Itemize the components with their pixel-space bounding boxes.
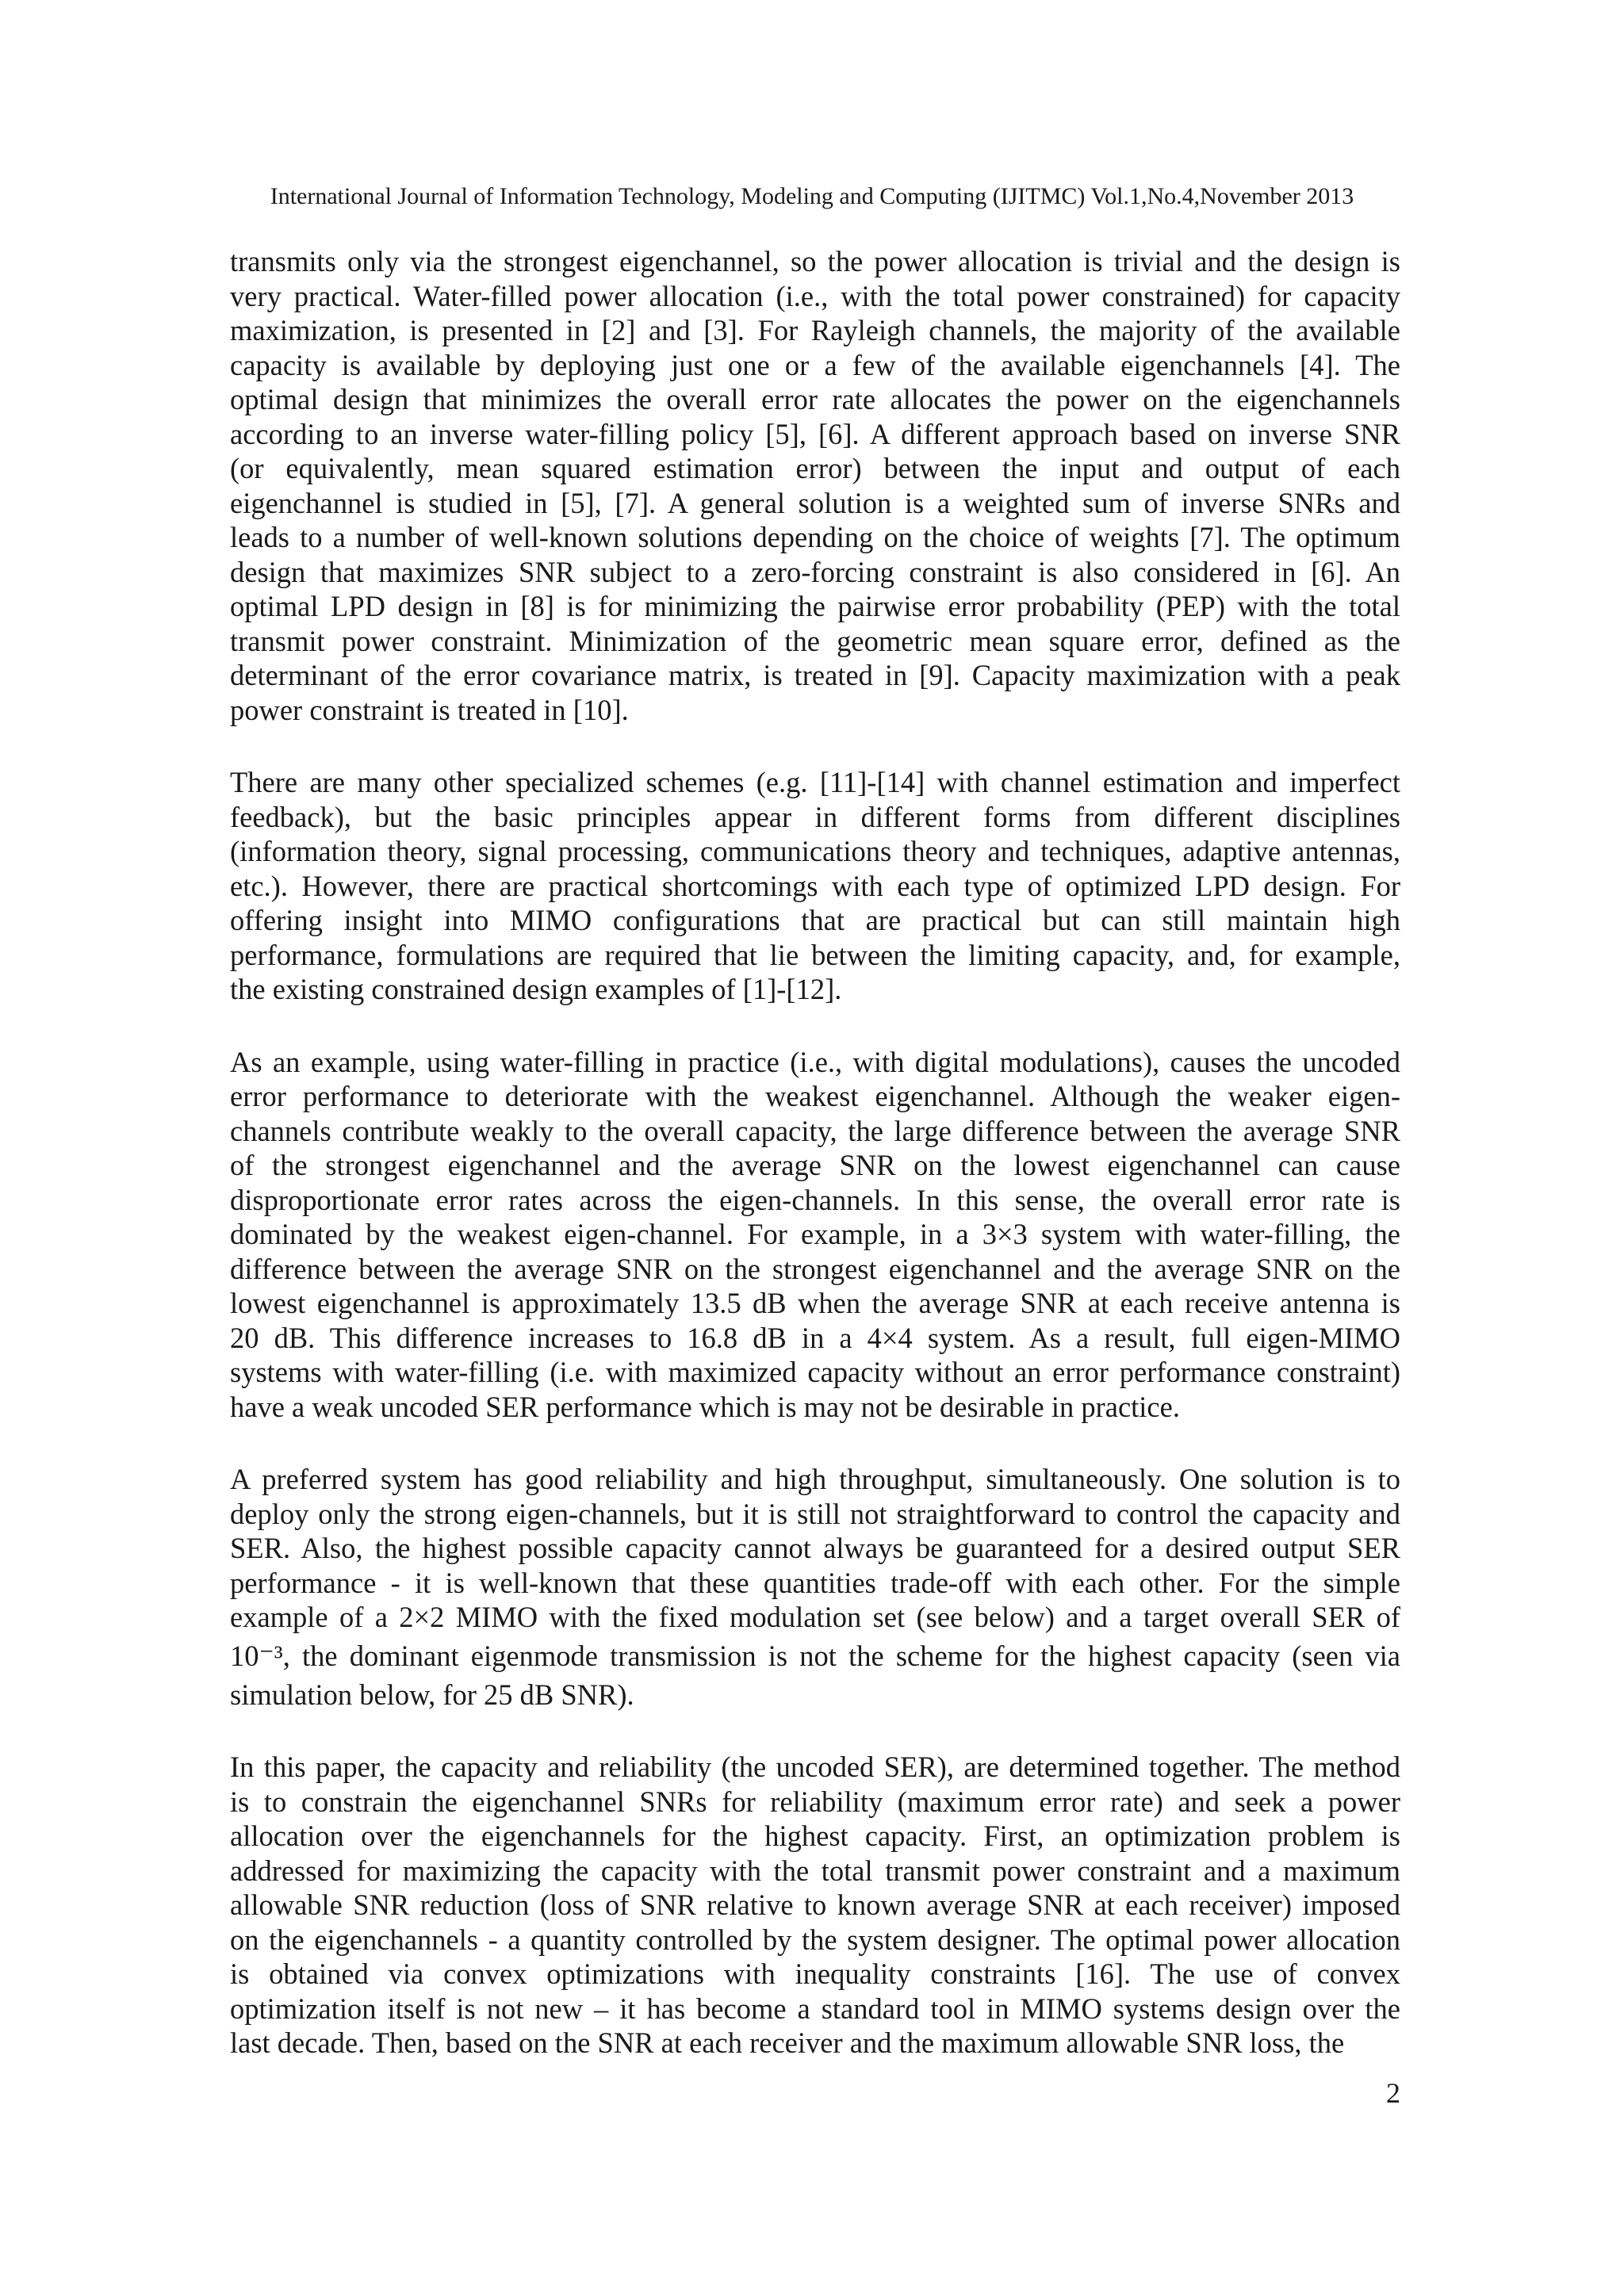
text-line: channels contribute weakly to the overall capacity, the large difference between the average SNR [230,1114,1400,1147]
text-line: 20 dB. This difference increases to 16.8 dB in a 4×4 system. As a result, full eigen-MIMO [230,1321,1400,1354]
page-number: 2 [1386,2077,1400,2109]
text-line: There are many other specialized schemes (e.g. [11]-[14] with channel estimation and imperfect [230,766,1400,798]
text-line: eigenchannel is studied in [5], [7]. A general solution is a weighted sum of inverse SNRs and [230,486,1400,519]
text-line: error performance to deteriorate with the weakest eigenchannel. Although the weaker eigen- [230,1080,1400,1112]
text-line: difference between the average SNR on the strongest eigenchannel and the average SNR on the [230,1252,1400,1285]
text-line: SER. Also, the highest possible capacity cannot always be guaranteed for a desired output SER [230,1532,1400,1564]
text-line: determinant of the error covariance matrix, is treated in [9]. Capacity maximization with a peak [230,659,1400,691]
text-line: have a weak uncoded SER performance which is may not be desirable in practice. [230,1390,1180,1423]
text-line: very practical. Water-filled power allocation (i.e., with the total power constrained) for capacity [230,279,1400,312]
text-line: optimal design that minimizes the overall error rate allocates the power on the eigenchannels [230,383,1400,415]
text-line: deploy only the strong eigen-channels, but it is still not straightforward to control the capacity and [230,1497,1400,1530]
text-line: design that maximizes SNR subject to a zero-forcing constraint is also considered in [6]. An [230,555,1400,588]
text-line: lowest eigenchannel is approximately 13.5 dB when the average SNR at each receive antenna is [230,1287,1400,1319]
text-line: allocation over the eigenchannels for the highest capacity. First, an optimization problem is [230,1820,1400,1852]
text-line: systems with water-filling (i.e. with maximized capacity without an error performance constraint) [230,1356,1400,1388]
text-line: allowable SNR reduction (loss of SNR relative to known average SNR at each receiver) imposed [230,1888,1400,1921]
text-line: is obtained via convex optimizations with inequality constraints [16]. The use of convex [230,1957,1400,1990]
paragraph-specialized-schemes [230,765,1400,1007]
text-line: maximization, is presented in [2] and [3]. For Rayleigh channels, the majority of the available [230,314,1400,346]
text-line: performance - it is well-known that these quantities trade-off with each other. For the simple [230,1566,1400,1599]
text-line: 10⁻³, the dominant eigenmode transmission is not the scheme for the highest capacity (seen via [230,1639,1400,1672]
text-line: last decade. Then, based on the SNR at each receiver and the maximum allowable SNR loss, the [230,2026,1345,2059]
paragraph-this-paper [230,1750,1400,2061]
text-line: As an example, using water-filling in practice (i.e., with digital modulations), causes the uncoded [230,1045,1400,1078]
text-line: etc.). However, there are practical shortcomings with each type of optimized LPD design. For [230,869,1400,902]
running-header: International Journal of Information Technology, Modeling and Computing (IJITMC) Vol.1,No.4,November 2013 [270,183,1354,209]
text-line: offering insight into MIMO configurations that are practical but can still maintain high [230,904,1400,936]
text-line: A preferred system has good reliability and high throughput, simultaneously. One solution is to [230,1463,1400,1495]
text-line: leads to a number of well-known solutions depending on the choice of weights [7]. The optimum [230,521,1400,553]
text-line: transmits only via the strongest eigenchannel, so the power allocation is trivial and the design is [230,245,1400,277]
text-line: In this paper, the capacity and reliability (the uncoded SER), are determined together. The method [230,1751,1400,1783]
text-line: feedback), but the basic principles appear in different forms from different disciplines [230,800,1400,833]
text-line: performance, formulations are required that lie between the limiting capacity, and, for example, [230,938,1400,971]
text-line: simulation below, for 25 dB SNR). [230,1678,634,1711]
text-line: on the eigenchannels - a quantity controlled by the system designer. The optimal power allocation [230,1923,1400,1956]
text-line: transmit power constraint. Minimization of the geometric mean square error, defined as the [230,624,1400,657]
paragraph-prior-work [230,244,1400,727]
text-line: optimization itself is not new – it has become a standard tool in MIMO systems design over the [230,1992,1400,2025]
text-line: according to an inverse water-filling policy [5], [6]. A different approach based on inverse SNR [230,417,1400,450]
text-line: optimal LPD design in [8] is for minimizing the pairwise error probability (PEP) with the total [230,590,1400,622]
text-line: capacity is available by deploying just one or a few of the available eigenchannels [4]. The [230,348,1400,381]
text-line: dominated by the weakest eigen-channel. For example, in a 3×3 system with water-filling, the [230,1218,1400,1250]
text-line: addressed for maximizing the capacity with the total transmit power constraint and a maximum [230,1854,1400,1887]
text-line: example of a 2×2 MIMO with the fixed modulation set (see below) and a target overall SER of [230,1601,1400,1633]
text-line: of the strongest eigenchannel and the average SNR on the lowest eigenchannel can cause [230,1149,1400,1181]
text-line: (or equivalently, mean squared estimation error) between the input and output of each [230,452,1400,484]
paragraph-water-filling-example [230,1045,1400,1425]
text-line: the existing constrained design examples of [1]-[12]. [230,973,842,1005]
paragraph-preferred-system [230,1462,1400,1712]
text-line: disproportionate error rates across the eigen-channels. In this sense, the overall error rate is [230,1183,1400,1216]
text-line: power constraint is treated in [10]. [230,693,629,726]
text-line: (information theory, signal processing, communications theory and techniques, adaptive antennas, [230,835,1400,867]
text-line: is to constrain the eigenchannel SNRs for reliability (maximum error rate) and seek a power [230,1785,1400,1818]
body-text [230,244,1400,2099]
